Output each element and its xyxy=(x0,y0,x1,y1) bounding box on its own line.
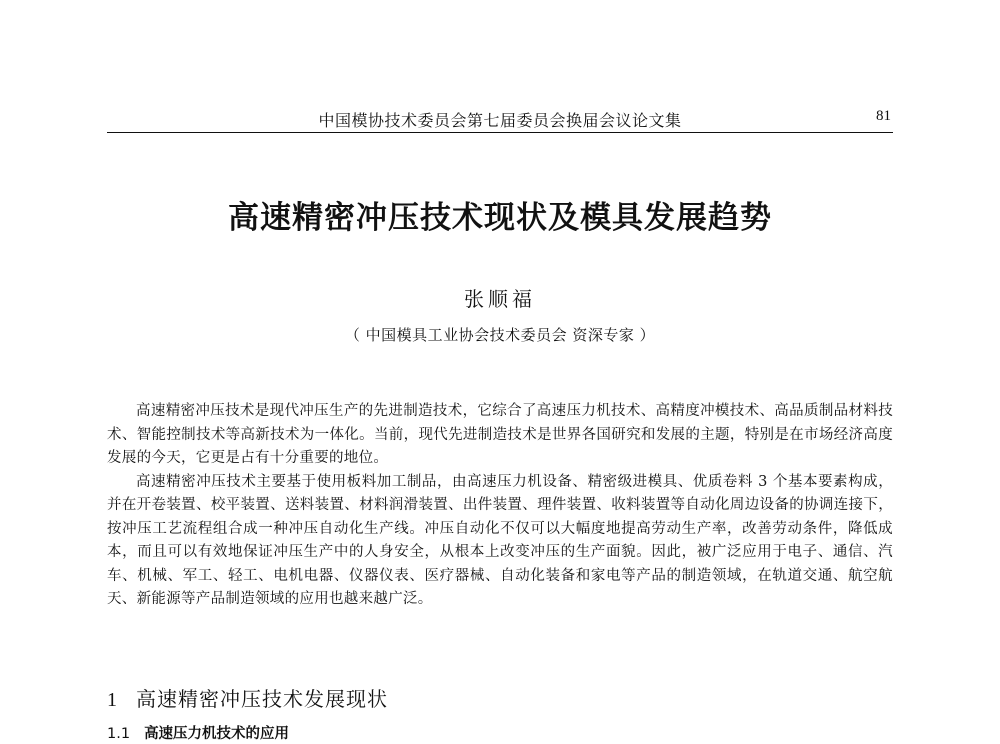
section-title: 高速精密冲压技术发展现状 xyxy=(136,687,388,711)
author-name: 张顺福 xyxy=(464,287,536,311)
running-title: 中国模协技术委员会第七届委员会换届会议论文集 xyxy=(318,111,682,130)
paragraph-1: 高速精密冲压技术是现代冲压生产的先进制造技术，它综合了高速压力机技术、高精度冲模技术、高品质制品材料技术、智能控制技术等高新技术为一体化。当前，现代先进制造技术是世界各国研究和发展的主题，特别是在市场经济高度发展的今天，它更是占有十分重要的地位。 xyxy=(107,403,893,466)
running-header xyxy=(107,106,893,133)
section-number: 1 xyxy=(107,689,118,711)
article-title: 高速精密冲压技术现状及模具发展趋势 xyxy=(228,200,772,236)
page-number: 81 xyxy=(876,108,891,124)
subsection-title: 高速压力机技术的应用 xyxy=(144,726,290,742)
subsection-number: 1.1 xyxy=(107,726,131,742)
section-heading xyxy=(107,683,388,712)
paragraph-2: 高速精密冲压技术主要基于使用板料加工制品，由高速压力机设备、精密级进模具、优质卷料 3 个基本要素构成，并在开卷装置、校平装置、送料装置、材料润滑装置、出件装置、理件装置、收料装置等自动化周边设备的协调连接下，按冲压工艺流程组合成一种冲压自动化生产线。冲压自动化不仅可以大幅度地提高劳动生产率，改善劳动条件，降低成本，而且可以有效地保证冲压生产中的人身安全，从根本上改变冲压的生产面貌。因此，被广泛应用于电子、通信、汽车、机械、军工、轻工、电机电器、仪器仪表、医疗器械、自动化装备和家电等产品的制造领域，在轨道交通、航空航天、新能源等产品制造领域的应用也越来越广泛。 xyxy=(107,473,893,607)
subsection-heading xyxy=(107,722,289,743)
author-affiliation: （ 中国模具工业协会技术委员会 资深专家 ） xyxy=(344,326,656,344)
body-text xyxy=(107,400,893,612)
